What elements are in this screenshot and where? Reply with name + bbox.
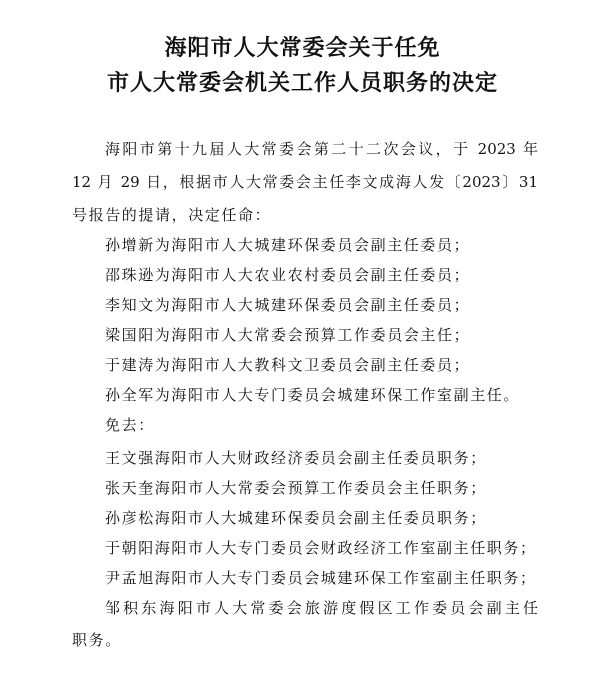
appointment-item: 于建涛为海阳市人大教科文卫委员会副主任委员； — [105, 356, 471, 374]
removal-item: 于朝阳海阳市人大专门委员会财政经济工作室副主任职务； — [105, 539, 537, 557]
document-title-line-2: 市人大常委会机关工作人员职务的决定 — [106, 70, 498, 96]
appointment-item: 孙全军为海阳市人大专门委员会城建环保工作室副主任。 — [105, 386, 521, 404]
appointment-item: 梁国阳为海阳市人大常委会预算工作委员会主任； — [105, 326, 471, 344]
removal-item-continuation: 职务。 — [72, 631, 122, 649]
appointment-item: 李知文为海阳市人大城建环保委员会副主任委员； — [105, 296, 471, 314]
removal-item: 孙彦松海阳市人大城建环保委员会副主任委员职务； — [105, 509, 487, 527]
removal-heading: 免去： — [105, 416, 155, 434]
intro-line: 12 月 29 日，根据市人大常委会主任李文成海人发〔2023〕31 — [72, 173, 538, 191]
removal-item: 尹孟旭海阳市人大专门委员会城建环保工作室副主任职务； — [105, 569, 537, 587]
intro-line: 海阳市第十九届人大常委会第二十二次会议，于 2023 年 — [105, 140, 538, 158]
intro-line: 号报告的提请，决定任命： — [72, 206, 272, 224]
removal-item: 张天奎海阳市人大常委会预算工作委员会主任职务； — [105, 479, 487, 497]
appointment-item: 邵珠逊为海阳市人大农业农村委员会副主任委员； — [105, 266, 471, 284]
appointment-item: 孙增新为海阳市人大城建环保委员会副主任委员； — [105, 236, 471, 254]
removal-item: 邹积东海阳市人大常委会旅游度假区工作委员会副主任 — [105, 599, 538, 617]
removal-item: 王文强海阳市人大财政经济委员会副主任委员职务； — [105, 449, 487, 467]
document-title-line-1: 海阳市人大常委会关于任免 — [164, 35, 441, 61]
